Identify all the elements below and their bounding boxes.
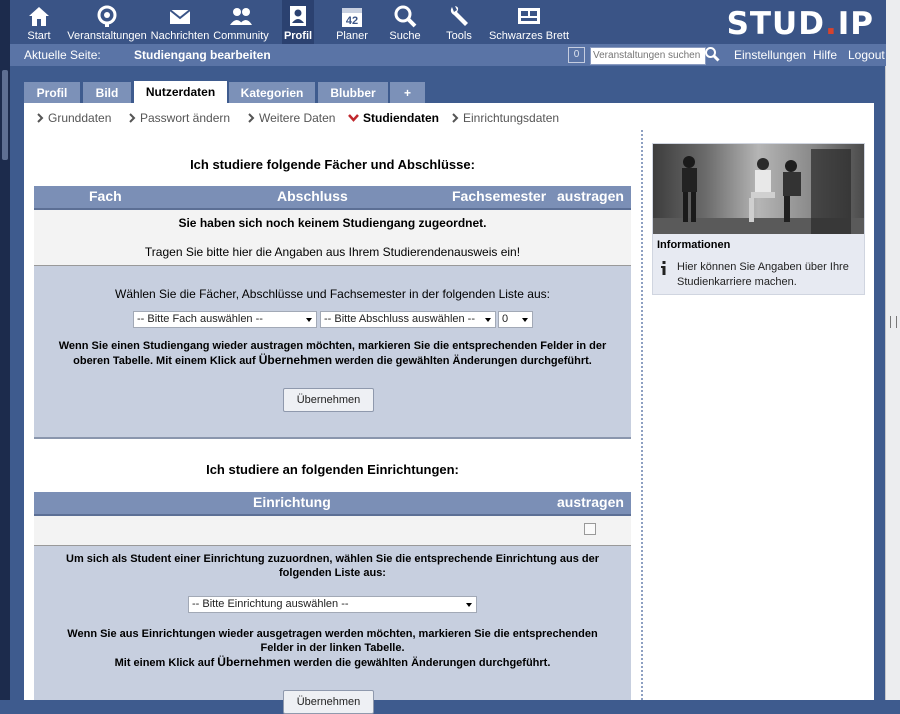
einrichtung-select[interactable]: -- Bitte Einrichtung auswählen -- xyxy=(188,596,477,613)
tab-blubber[interactable]: Blubber xyxy=(318,82,388,104)
calendar-icon xyxy=(339,4,365,28)
studies-submit-button[interactable]: Übernehmen xyxy=(283,388,374,412)
institutes-row xyxy=(34,516,631,546)
studies-empty-box xyxy=(34,210,631,266)
chevron-right-icon xyxy=(451,113,459,123)
tab-bild[interactable]: Bild xyxy=(83,82,131,104)
institutes-help: Wenn Sie aus Einrichtungen wieder ausgetragen werden möchten, markieren Sie die entsprechenden Felder in der linken Tabelle. Mit einem Klick auf Übernehmen werden die gewählten Änderungen durchgeführt. xyxy=(67,628,598,669)
envelope-icon xyxy=(167,4,193,28)
col-fach: Fach xyxy=(89,188,122,204)
nav-tools[interactable]: Tools xyxy=(442,0,476,44)
search-input[interactable] xyxy=(590,47,706,65)
tab-kategorien[interactable]: Kategorien xyxy=(229,82,315,104)
subnav-einrichtungsdaten[interactable]: Einrichtungsdaten xyxy=(451,111,559,125)
tab-profil[interactable]: Profil xyxy=(24,82,80,104)
nav-veranstaltungen[interactable]: Veranstaltungen xyxy=(66,0,148,44)
svg-text:42: 42 xyxy=(345,15,359,27)
chevron-right-icon xyxy=(247,113,255,123)
board-icon xyxy=(516,4,542,28)
sidebar-text: Hier können Sie Angaben über Ihre Studienkarriere machen. xyxy=(677,261,849,288)
studies-choose-text: Wählen Sie die Fächer, Abschlüsse und Fachsemester in der folgenden Liste aus: xyxy=(115,287,550,301)
fach-select[interactable]: -- Bitte Fach auswählen -- xyxy=(133,311,317,328)
profile-icon xyxy=(285,4,311,28)
nav-profil[interactable]: Profil xyxy=(282,0,314,44)
current-page-label: Aktuelle Seite: xyxy=(24,48,101,62)
dropdown-arrow-icon xyxy=(522,318,528,322)
scrollbar[interactable] xyxy=(885,0,900,700)
dropdown-arrow-icon xyxy=(466,603,472,607)
studies-empty-hint: Tragen Sie bitte hier die Angaben aus Ihrem Studierendenausweis ein! xyxy=(144,245,521,259)
col-fachsemester: Fachsemester xyxy=(452,188,547,204)
semester-select[interactable]: 0 xyxy=(498,311,533,328)
info-sidebar xyxy=(652,143,865,295)
info-bar xyxy=(10,44,886,66)
institutes-submit-button[interactable]: Übernehmen xyxy=(283,690,374,714)
logout-link[interactable]: Logout xyxy=(848,48,885,62)
help-link[interactable]: Hilfe xyxy=(813,48,838,62)
remove-checkbox[interactable] xyxy=(584,523,596,535)
institutes-choose-text: Um sich als Student einer Einrichtung zuzuordnen, wählen Sie die entsprechende Einrichtung aus der folgenden Liste aus: xyxy=(66,553,599,579)
wrench-icon xyxy=(446,4,472,28)
nav-nachrichten[interactable]: Nachrichten xyxy=(150,0,210,44)
abschluss-select[interactable]: -- Bitte Abschluss auswählen -- xyxy=(320,311,496,328)
notification-count[interactable]: 0 xyxy=(568,47,585,63)
search-icon[interactable] xyxy=(704,46,720,62)
studies-help: Wenn Sie einen Studiengang wieder austragen möchten, markieren Sie die entsprechenden Felder in der oberen Tabelle. Mit einem Klick auf Übernehmen werden die gewählten Änderungen durchgeführt. xyxy=(58,340,607,367)
subnav-studiendaten[interactable]: Studiendaten xyxy=(348,111,439,125)
chevron-down-icon xyxy=(348,113,359,123)
sidebar-title: Informationen xyxy=(657,239,731,251)
magnifier-icon xyxy=(392,4,418,28)
col-abschluss: Abschluss xyxy=(277,188,348,204)
settings-link[interactable]: Einstellungen xyxy=(734,48,807,62)
nav-planer[interactable]: 42 Planer xyxy=(332,0,372,44)
subnav-grunddaten[interactable]: Grunddaten xyxy=(36,111,111,125)
column-divider xyxy=(641,130,643,700)
left-edge-handle xyxy=(2,70,8,160)
window-left-edge xyxy=(0,0,10,700)
studies-heading: Ich studiere folgende Fächer und Abschlüsse: xyxy=(190,157,475,172)
current-page-title: Studiengang bearbeiten xyxy=(134,48,271,62)
top-navigation xyxy=(10,0,886,44)
info-icon xyxy=(660,261,668,275)
subnav-weitere-daten[interactable]: Weitere Daten xyxy=(247,111,335,125)
col-austragen-2: austragen xyxy=(557,494,624,510)
students-silhouette-image xyxy=(653,144,864,234)
lectures-icon xyxy=(94,4,120,28)
subnav-passwort[interactable]: Passwort ändern xyxy=(128,111,230,125)
chevron-right-icon xyxy=(128,113,136,123)
nav-schwarzes-brett[interactable]: Schwarzes Brett xyxy=(488,0,570,44)
students-photo xyxy=(653,144,864,234)
institutes-table-header xyxy=(34,492,631,516)
home-icon xyxy=(26,4,52,28)
tab-nutzerdaten[interactable]: Nutzerdaten xyxy=(134,81,227,104)
dropdown-arrow-icon xyxy=(485,318,491,322)
scrollbar-grip[interactable] xyxy=(890,316,897,328)
studies-empty-title: Sie haben sich noch keinem Studiengang zugeordnet. xyxy=(178,216,487,230)
dropdown-arrow-icon xyxy=(306,318,312,322)
studip-logo[interactable]: STUD.IP xyxy=(726,6,874,42)
chevron-right-icon xyxy=(36,113,44,123)
col-einrichtung: Einrichtung xyxy=(253,494,331,510)
tab-add[interactable]: + xyxy=(390,82,425,104)
nav-start[interactable]: Start xyxy=(24,0,54,44)
col-austragen: austragen xyxy=(557,188,624,204)
institutes-form xyxy=(34,546,631,708)
nav-community[interactable]: Community xyxy=(212,0,270,44)
institutes-heading: Ich studiere an folgenden Einrichtungen: xyxy=(206,462,459,477)
community-icon xyxy=(228,4,254,28)
studies-table-header xyxy=(34,186,631,210)
nav-suche[interactable]: Suche xyxy=(388,0,422,44)
studies-form xyxy=(34,266,631,439)
